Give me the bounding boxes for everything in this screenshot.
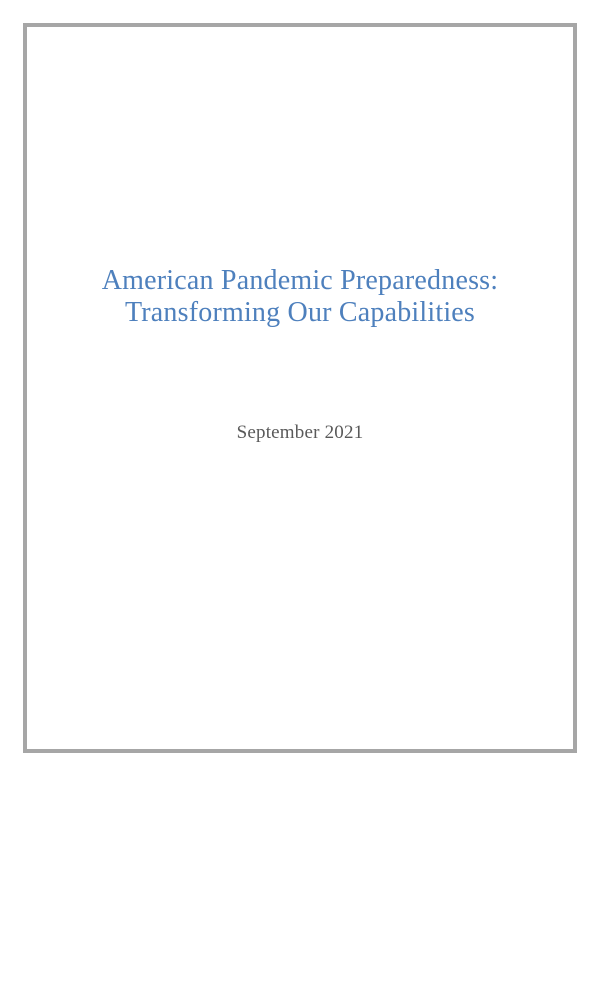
document-title [27,265,573,329]
document-title-line-1: American Pandemic Preparedness: [101,265,499,296]
document-cover-content [27,265,573,987]
document-date: September 2021 [236,422,364,443]
document-page [23,23,577,753]
document-title-line-2: Transforming Our Capabilities [124,297,476,328]
